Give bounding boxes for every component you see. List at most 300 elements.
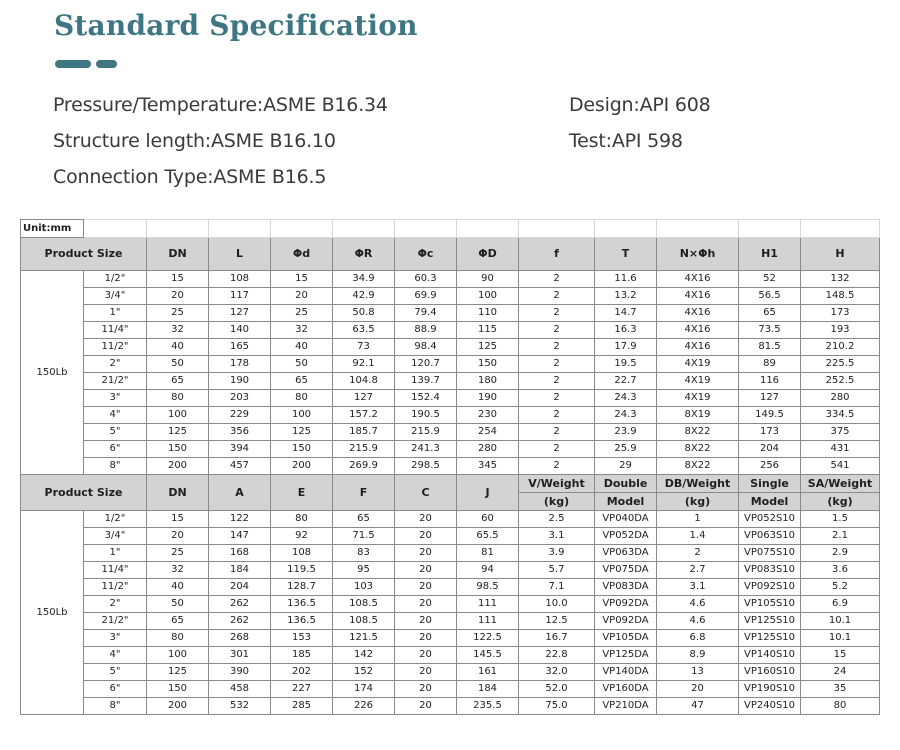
table-cell: 108.5 — [333, 613, 395, 630]
table-cell: 230 — [457, 407, 519, 424]
header-cell: H — [801, 238, 880, 271]
unit-label: Unit:mm — [21, 220, 84, 238]
table-cell: 12.5 — [519, 613, 595, 630]
table-cell: 120.7 — [395, 356, 457, 373]
table-cell: 20 — [395, 545, 457, 562]
table-cell: 3.9 — [519, 545, 595, 562]
table-cell: 125 — [147, 664, 209, 681]
table-cell: 541 — [801, 458, 880, 475]
table-cell: 110 — [457, 305, 519, 322]
table-cell: 127 — [333, 390, 395, 407]
table-row — [21, 271, 880, 288]
table-cell: 42.9 — [333, 288, 395, 305]
table-cell: 2" — [84, 356, 147, 373]
table-cell: VP140S10 — [739, 647, 801, 664]
table-cell: VP125DA — [595, 647, 657, 664]
table-cell: 139.7 — [395, 373, 457, 390]
table-cell: 153 — [271, 630, 333, 647]
blank-cell — [395, 220, 457, 238]
table-cell: 6.9 — [801, 596, 880, 613]
table-cell: 98.4 — [395, 339, 457, 356]
table-cell: 20 — [395, 511, 457, 528]
spec-design: Design:API 608 — [569, 94, 711, 116]
table-cell: 2 — [519, 271, 595, 288]
table-cell: VP063DA — [595, 545, 657, 562]
table-cell: 2 — [519, 458, 595, 475]
table-cell: 227 — [271, 681, 333, 698]
table-cell: 8X22 — [657, 441, 739, 458]
table-cell: 2 — [657, 545, 739, 562]
table-cell: 11/2" — [84, 339, 147, 356]
table-cell: 88.9 — [395, 322, 457, 339]
table-cell: 142 — [333, 647, 395, 664]
header-cell-bottom: (kg) — [801, 493, 880, 511]
table-cell: 2.5 — [519, 511, 595, 528]
specification-table — [20, 219, 880, 715]
table-row — [21, 528, 880, 545]
blank-cell — [457, 220, 519, 238]
table-cell: 225.5 — [801, 356, 880, 373]
table-cell: 21/2" — [84, 373, 147, 390]
table-row — [21, 579, 880, 596]
table-cell: 121.5 — [333, 630, 395, 647]
table-cell: 116 — [739, 373, 801, 390]
table-cell: 262 — [209, 613, 271, 630]
title-underline-dot — [96, 60, 117, 68]
table-cell: 20 — [395, 647, 457, 664]
table-cell: 8X19 — [657, 407, 739, 424]
table-cell: 15 — [271, 271, 333, 288]
table-cell: 32 — [147, 562, 209, 579]
blank-cell — [209, 220, 271, 238]
table-cell: 122.5 — [457, 630, 519, 647]
table-cell: 241.3 — [395, 441, 457, 458]
table-cell: 2 — [519, 339, 595, 356]
table-cell: VP040DA — [595, 511, 657, 528]
table-cell: 147 — [209, 528, 271, 545]
header-cell: T — [595, 238, 657, 271]
table-cell: 15 — [147, 271, 209, 288]
table-cell: 190.5 — [395, 407, 457, 424]
table-cell: 14.7 — [595, 305, 657, 322]
table-cell: 95 — [333, 562, 395, 579]
table-cell: 20 — [395, 681, 457, 698]
table-cell: VP105DA — [595, 630, 657, 647]
table-cell: 269.9 — [333, 458, 395, 475]
table-cell: 4X19 — [657, 356, 739, 373]
table-cell: 80 — [801, 698, 880, 715]
table-cell: 394 — [209, 441, 271, 458]
unit-row — [21, 220, 880, 238]
table-cell: 185.7 — [333, 424, 395, 441]
table-cell: 60.3 — [395, 271, 457, 288]
table-cell: 390 — [209, 664, 271, 681]
table-cell: 6" — [84, 441, 147, 458]
table-row — [21, 681, 880, 698]
table-cell: 6.8 — [657, 630, 739, 647]
table-cell: 174 — [333, 681, 395, 698]
table-cell: 8" — [84, 458, 147, 475]
table-cell: 2.1 — [801, 528, 880, 545]
table-cell: 173 — [739, 424, 801, 441]
table-cell: 22.7 — [595, 373, 657, 390]
table-cell: 40 — [271, 339, 333, 356]
table-cell: 193 — [801, 322, 880, 339]
table-cell: 136.5 — [271, 596, 333, 613]
table-cell: VP083S10 — [739, 562, 801, 579]
table-cell: 204 — [739, 441, 801, 458]
table-cell: 1/2" — [84, 271, 147, 288]
table-cell: 20 — [395, 664, 457, 681]
table-cell: 152.4 — [395, 390, 457, 407]
header-cell: F — [333, 475, 395, 511]
table-cell: 1" — [84, 305, 147, 322]
table-cell: 50 — [271, 356, 333, 373]
table-row — [21, 596, 880, 613]
table-row — [21, 458, 880, 475]
table-cell: VP052DA — [595, 528, 657, 545]
table-cell: 204 — [209, 579, 271, 596]
blank-cell — [739, 220, 801, 238]
table-cell: 1 — [657, 511, 739, 528]
table-cell: 3" — [84, 630, 147, 647]
table-cell: 20 — [395, 630, 457, 647]
header-cell: DN — [147, 238, 209, 271]
table-cell: 17.9 — [595, 339, 657, 356]
table-cell: 3.6 — [801, 562, 880, 579]
table-cell: 285 — [271, 698, 333, 715]
table-cell: 20 — [395, 528, 457, 545]
table-cell: 184 — [457, 681, 519, 698]
table-cell: 1/2" — [84, 511, 147, 528]
table-cell: 20 — [395, 596, 457, 613]
table-cell: 256 — [739, 458, 801, 475]
table-cell: 81 — [457, 545, 519, 562]
table-cell: 280 — [801, 390, 880, 407]
blank-cell — [519, 220, 595, 238]
table-cell: 100 — [457, 288, 519, 305]
table-row — [21, 339, 880, 356]
table-cell: VP105S10 — [739, 596, 801, 613]
header-cell: J — [457, 475, 519, 511]
table-cell: 136.5 — [271, 613, 333, 630]
table-cell: 65 — [271, 373, 333, 390]
table-cell: 345 — [457, 458, 519, 475]
table-cell: 11/2" — [84, 579, 147, 596]
table-cell: 25 — [271, 305, 333, 322]
table-cell: VP210DA — [595, 698, 657, 715]
spec-pressure-temperature: Pressure/Temperature:ASME B16.34 — [53, 94, 388, 116]
table-cell: 21/2" — [84, 613, 147, 630]
table-cell: 24.3 — [595, 390, 657, 407]
table-cell: 4" — [84, 407, 147, 424]
table-cell: 152 — [333, 664, 395, 681]
table-cell: 100 — [147, 647, 209, 664]
table-cell: 157.2 — [333, 407, 395, 424]
table-cell: 22.8 — [519, 647, 595, 664]
table-cell: 32 — [271, 322, 333, 339]
table-cell: 89 — [739, 356, 801, 373]
header-product-size: Product Size — [21, 475, 147, 511]
table-cell: 4.6 — [657, 596, 739, 613]
table-cell: 100 — [271, 407, 333, 424]
table-cell: 10.1 — [801, 630, 880, 647]
table-cell: 2 — [519, 305, 595, 322]
table-cell: 200 — [271, 458, 333, 475]
table-cell: 115 — [457, 322, 519, 339]
table-cell: 4X16 — [657, 339, 739, 356]
table-cell: 20 — [271, 288, 333, 305]
table-cell: 117 — [209, 288, 271, 305]
header-cell-top: V/Weight — [519, 475, 595, 493]
table-cell: 90 — [457, 271, 519, 288]
table-cell: VP083DA — [595, 579, 657, 596]
table-row — [21, 664, 880, 681]
table-cell: 2 — [519, 407, 595, 424]
page-title: Standard Specification — [54, 9, 418, 42]
table-cell: 128.7 — [271, 579, 333, 596]
header-cell-top: DB/Weight — [657, 475, 739, 493]
table-cell: 2 — [519, 322, 595, 339]
table-cell: VP092DA — [595, 613, 657, 630]
table-cell: 50.8 — [333, 305, 395, 322]
table-cell: 92.1 — [333, 356, 395, 373]
blank-cell — [84, 220, 147, 238]
header-cell: ΦR — [333, 238, 395, 271]
table-row — [21, 373, 880, 390]
header-cell-bottom: (kg) — [657, 493, 739, 511]
table-cell: 65 — [147, 373, 209, 390]
table-cell: 4" — [84, 647, 147, 664]
table-row — [21, 407, 880, 424]
table-cell: 2" — [84, 596, 147, 613]
table-cell: 10.0 — [519, 596, 595, 613]
table-cell: VP063S10 — [739, 528, 801, 545]
table-cell: 184 — [209, 562, 271, 579]
table-cell: 4X16 — [657, 322, 739, 339]
table-cell: VP160S10 — [739, 664, 801, 681]
header-cell-bottom: Model — [595, 493, 657, 511]
table-cell: 79.4 — [395, 305, 457, 322]
table-cell: 168 — [209, 545, 271, 562]
pressure-class-label: 150Lb — [21, 271, 84, 475]
table-cell: 20 — [395, 613, 457, 630]
table-row — [21, 424, 880, 441]
header-cell-top: Double — [595, 475, 657, 493]
header-cell: Φd — [271, 238, 333, 271]
table-row — [21, 441, 880, 458]
table-cell: 125 — [457, 339, 519, 356]
table-cell: 125 — [271, 424, 333, 441]
table-cell: 150 — [147, 441, 209, 458]
header-cell: ΦD — [457, 238, 519, 271]
table-cell: 98.5 — [457, 579, 519, 596]
table-cell: 35 — [801, 681, 880, 698]
table-cell: 2.7 — [657, 562, 739, 579]
table-cell: 1.5 — [801, 511, 880, 528]
table-cell: 3/4" — [84, 288, 147, 305]
table-cell: 108 — [209, 271, 271, 288]
table-cell: 11/4" — [84, 562, 147, 579]
table-cell: 150 — [271, 441, 333, 458]
table-cell: 185 — [271, 647, 333, 664]
table-cell: 32 — [147, 322, 209, 339]
header-cell: L — [209, 238, 271, 271]
table-cell: 8.9 — [657, 647, 739, 664]
table-cell: 20 — [395, 698, 457, 715]
table-cell: 81.5 — [739, 339, 801, 356]
table-cell: 7.1 — [519, 579, 595, 596]
table-row — [21, 545, 880, 562]
table-cell: 334.5 — [801, 407, 880, 424]
table-row — [21, 511, 880, 528]
table-cell: 69.9 — [395, 288, 457, 305]
table-row — [21, 390, 880, 407]
table-cell: 268 — [209, 630, 271, 647]
table-cell: 16.7 — [519, 630, 595, 647]
table-cell: 431 — [801, 441, 880, 458]
table-cell: 165 — [209, 339, 271, 356]
header-cell: DN — [147, 475, 209, 511]
table-cell: 4X16 — [657, 288, 739, 305]
table-cell: VP075DA — [595, 562, 657, 579]
table-cell: 375 — [801, 424, 880, 441]
table-cell: 15 — [147, 511, 209, 528]
blank-cell — [147, 220, 209, 238]
table-cell: VP092DA — [595, 596, 657, 613]
table-cell: 178 — [209, 356, 271, 373]
table-cell: 457 — [209, 458, 271, 475]
table-cell: 80 — [147, 630, 209, 647]
table-cell: 148.5 — [801, 288, 880, 305]
table-cell: 2 — [519, 288, 595, 305]
table-row — [21, 562, 880, 579]
table-row — [21, 288, 880, 305]
table-cell: 111 — [457, 596, 519, 613]
header-product-size: Product Size — [21, 238, 147, 271]
table-cell: 200 — [147, 698, 209, 715]
table-cell: 200 — [147, 458, 209, 475]
table-cell: 75.0 — [519, 698, 595, 715]
table-cell: 16.3 — [595, 322, 657, 339]
table-cell: 80 — [271, 390, 333, 407]
table-cell: 215.9 — [333, 441, 395, 458]
table-cell: 4.6 — [657, 613, 739, 630]
table-cell: 125 — [147, 424, 209, 441]
table-cell: 13.2 — [595, 288, 657, 305]
table-cell: 2 — [519, 373, 595, 390]
table-cell: 132 — [801, 271, 880, 288]
table-cell: VP125S10 — [739, 630, 801, 647]
table-cell: 1.4 — [657, 528, 739, 545]
table-cell: 40 — [147, 579, 209, 596]
table-cell: 94 — [457, 562, 519, 579]
header-cell-bottom: (kg) — [519, 493, 595, 511]
spec-test: Test:API 598 — [569, 130, 683, 152]
table-cell: 180 — [457, 373, 519, 390]
table-cell: 71.5 — [333, 528, 395, 545]
table-cell: 34.9 — [333, 271, 395, 288]
table-cell: 4X19 — [657, 373, 739, 390]
spec-connection-type: Connection Type:ASME B16.5 — [53, 166, 327, 188]
table-cell: 119.5 — [271, 562, 333, 579]
table-cell: 4X16 — [657, 305, 739, 322]
blank-cell — [801, 220, 880, 238]
table-cell: 1" — [84, 545, 147, 562]
table-cell: 83 — [333, 545, 395, 562]
table-cell: 8" — [84, 698, 147, 715]
header-cell: C — [395, 475, 457, 511]
table-row — [21, 647, 880, 664]
table-cell: 63.5 — [333, 322, 395, 339]
table-cell: VP140DA — [595, 664, 657, 681]
table-row — [21, 613, 880, 630]
table-cell: 108.5 — [333, 596, 395, 613]
table-cell: 356 — [209, 424, 271, 441]
table-cell: 20 — [147, 288, 209, 305]
table-cell: 65 — [739, 305, 801, 322]
table-cell: 65 — [147, 613, 209, 630]
table-cell: 161 — [457, 664, 519, 681]
table-cell: 13 — [657, 664, 739, 681]
table-cell: VP240S10 — [739, 698, 801, 715]
table-cell: 65.5 — [457, 528, 519, 545]
table-cell: 3.1 — [657, 579, 739, 596]
table-cell: 92 — [271, 528, 333, 545]
table-cell: 4X19 — [657, 390, 739, 407]
table-cell: 20 — [657, 681, 739, 698]
table-cell: VP160DA — [595, 681, 657, 698]
table-cell: 10.1 — [801, 613, 880, 630]
table-cell: 47 — [657, 698, 739, 715]
table-cell: 50 — [147, 356, 209, 373]
table-cell: 5.7 — [519, 562, 595, 579]
table-cell: 25 — [147, 545, 209, 562]
header-cell-top: Single — [739, 475, 801, 493]
table-cell: 203 — [209, 390, 271, 407]
table-cell: 122 — [209, 511, 271, 528]
header-cell: N×Φh — [657, 238, 739, 271]
table-cell: 4X16 — [657, 271, 739, 288]
table-cell: 103 — [333, 579, 395, 596]
table-cell: 25 — [147, 305, 209, 322]
table-cell: 19.5 — [595, 356, 657, 373]
table-row — [21, 322, 880, 339]
table-cell: 5.2 — [801, 579, 880, 596]
table-cell: 24 — [801, 664, 880, 681]
table-cell: 6" — [84, 681, 147, 698]
table-cell: 24.3 — [595, 407, 657, 424]
table-cell: 50 — [147, 596, 209, 613]
table-cell: VP190S10 — [739, 681, 801, 698]
table-cell: 52.0 — [519, 681, 595, 698]
table-cell: 5" — [84, 424, 147, 441]
table-cell: 25.9 — [595, 441, 657, 458]
table-cell: 3.1 — [519, 528, 595, 545]
table-cell: 52 — [739, 271, 801, 288]
title-underline-dash — [55, 60, 91, 68]
blank-cell — [333, 220, 395, 238]
table-cell: 149.5 — [739, 407, 801, 424]
spec-structure-length: Structure length:ASME B16.10 — [53, 130, 336, 152]
table-row — [21, 698, 880, 715]
header-cell: A — [209, 475, 271, 511]
table-cell: 5" — [84, 664, 147, 681]
table-cell: 254 — [457, 424, 519, 441]
pressure-class-label: 150Lb — [21, 511, 84, 715]
table-cell: 32.0 — [519, 664, 595, 681]
table-cell: 40 — [147, 339, 209, 356]
